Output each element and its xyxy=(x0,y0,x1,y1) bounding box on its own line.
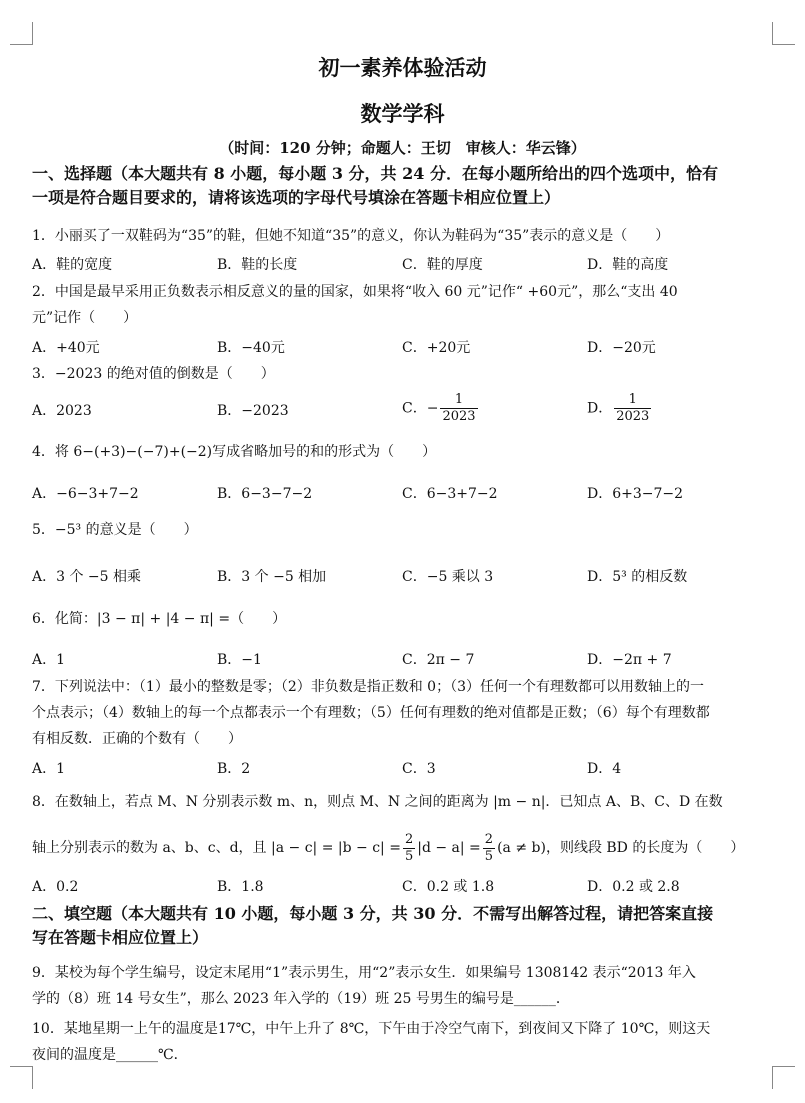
option-c[interactable]: C．+20元 xyxy=(402,340,471,356)
option-a[interactable]: A．3 个 −5 相乘 xyxy=(32,569,142,585)
option-c[interactable]: C．0.2 或 1.8 xyxy=(402,879,495,895)
question-10-line2: 夜间的温度是______℃． xyxy=(32,1047,188,1063)
section2-heading-line1: 二、填空题（本大题共有 10 小题，每小题 3 分，共 30 分．不需写出解答过程，请把答案直接 xyxy=(32,904,714,923)
question-9-line2: 学的（8）班 14 号女生”，那么 2023 年入学的（19）班 25 号男生的编号是______． xyxy=(32,991,570,1007)
option-c[interactable]: C．6−3+7−2 xyxy=(402,486,498,502)
option-b[interactable]: B．2 xyxy=(217,761,251,777)
crop-mark-top-left xyxy=(10,22,33,45)
option-a[interactable]: A．0.2 xyxy=(32,879,79,895)
fraction-numerator: 1 xyxy=(440,392,477,409)
crop-mark-bottom-left xyxy=(10,1066,33,1089)
question-8-line2 xyxy=(32,830,771,866)
question-10-line1: 10．某地星期一上午的温度是17℃，中午上升了 8℃，下午由于冷空气南下，到夜间又下降了 10℃，则这天 xyxy=(32,1021,711,1037)
question-3: 3．−2023 的绝对值的倒数是（ ） xyxy=(32,366,275,382)
fraction-denominator: 2023 xyxy=(442,409,476,424)
option-b[interactable]: B．3 个 −5 相加 xyxy=(217,569,327,585)
section2-heading xyxy=(32,902,771,950)
question-8-part-b: |d − a| = xyxy=(417,840,481,856)
question-9 xyxy=(32,960,771,1012)
page-title: 初一素养体验活动 xyxy=(318,55,487,80)
option-d[interactable]: D．鞋的高度 xyxy=(587,257,669,273)
fraction xyxy=(440,392,477,425)
fraction-denominator: 2023 xyxy=(616,409,650,424)
question-1-options xyxy=(32,254,772,274)
question-8-line1: 8．在数轴上，若点 M、N 分别表示数 m、n，则点 M、N 之间的距离为 |m − n|．已知点 A、B、C、D 在数 xyxy=(32,794,723,810)
question-5-options xyxy=(32,566,772,586)
fraction xyxy=(403,832,415,865)
option-b[interactable]: B．−2023 xyxy=(217,403,289,419)
option-a[interactable]: A．+40元 xyxy=(32,340,100,356)
question-1: 1．小丽买了一双鞋码为“35”的鞋，但她不知道“35”的意义，你认为鞋码为“35”表示的意义是（ ） xyxy=(32,228,670,244)
question-3-options xyxy=(32,392,772,434)
option-a[interactable]: A．1 xyxy=(32,761,66,777)
question-2-line1: 2．中国是最早采用正负数表示相反意义的量的国家，如果将“收入 60 元”记作“ +60元”，那么“支出 40 xyxy=(32,284,678,300)
option-c-prefix: C．− xyxy=(402,400,439,417)
question-7-line2: 个点表示；（4）数轴上的每一个点都表示一个有理数；（5）任何有理数的绝对值都是正数；（6）每个有理数都 xyxy=(32,705,710,721)
question-8-part-c: (a ≠ b)，则线段 BD 的长度为（ ） xyxy=(497,840,745,856)
question-7-line1: 7．下列说法中：（1）最小的整数是零；（2）非负数是指正数和 0；（3）任何一个有理数都可以用数轴上的一 xyxy=(32,679,704,695)
subject-title: 数学学科 xyxy=(360,101,445,126)
option-d[interactable]: D．5³ 的相反数 xyxy=(587,569,688,585)
option-d[interactable]: D．−2π + 7 xyxy=(587,652,672,668)
option-a[interactable]: A．−6−3+7−2 xyxy=(32,486,139,502)
section2-heading-line2: 写在答题卡相应位置上） xyxy=(32,928,209,947)
crop-mark-bottom-right xyxy=(772,1066,795,1089)
option-b[interactable]: B．1.8 xyxy=(217,879,264,895)
question-6: 6．化简：|3 − π| + |4 − π| =（ ） xyxy=(32,611,287,627)
option-d[interactable]: D．−20元 xyxy=(587,340,656,356)
question-7 xyxy=(32,674,771,752)
question-5: 5．−5³ 的意义是（ ） xyxy=(32,522,198,538)
option-a[interactable]: A．鞋的宽度 xyxy=(32,257,113,273)
option-a[interactable]: A．2023 xyxy=(32,403,92,419)
fraction xyxy=(614,392,651,425)
section1-heading-line2: 一项是符合题目要求的，请将该选项的字母代号填涂在答题卡相应位置上） xyxy=(32,188,561,207)
section1-heading xyxy=(32,162,771,210)
fraction-denominator: 5 xyxy=(484,848,494,864)
exam-meta: （时间：120 分钟；命题人：王切 审核人：华云锋） xyxy=(219,139,586,157)
question-4: 4．将 6−(+3)−(−7)+(−2)写成省略加号的和的形式为（ ） xyxy=(32,444,437,460)
option-b[interactable]: B．鞋的长度 xyxy=(217,257,298,273)
question-4-options xyxy=(32,483,772,503)
fraction-denominator: 5 xyxy=(404,848,414,864)
fraction-numerator: 1 xyxy=(614,392,651,409)
question-2-options xyxy=(32,337,772,357)
option-a[interactable]: A．1 xyxy=(32,652,66,668)
question-10 xyxy=(32,1016,771,1068)
option-d[interactable] xyxy=(587,392,653,425)
option-d[interactable]: D．4 xyxy=(587,761,622,777)
section1-heading-line1: 一、选择题（本大题共有 8 小题，每小题 3 分，共 24 分．在每小题所给出的四个选项中，恰有 xyxy=(32,164,718,183)
question-7-options xyxy=(32,758,772,778)
option-d-prefix: D． xyxy=(587,400,613,417)
question-8-options xyxy=(32,876,772,896)
option-c[interactable]: C．2π − 7 xyxy=(402,652,475,668)
question-2 xyxy=(32,279,771,331)
option-b[interactable]: B．−1 xyxy=(217,652,262,668)
option-c[interactable]: C．−5 乘以 3 xyxy=(402,569,494,585)
option-c[interactable]: C．3 xyxy=(402,761,436,777)
question-7-line3: 有相反数．正确的个数有（ ） xyxy=(32,731,242,747)
option-c[interactable]: C．鞋的厚度 xyxy=(402,257,483,273)
option-b[interactable]: B．6−3−7−2 xyxy=(217,486,313,502)
question-9-line1: 9．某校为每个学生编号，设定末尾用“1”表示男生，用“2”表示女生．如果编号 1308142 表示“2013 年入 xyxy=(32,965,696,981)
question-8-part-a: 轴上分别表示的数为 a、b、c、d，且 |a − c| = |b − c| = xyxy=(32,840,401,856)
option-c[interactable] xyxy=(402,392,480,425)
option-b[interactable]: B．−40元 xyxy=(217,340,285,356)
fraction xyxy=(483,832,495,865)
fraction-numerator: 2 xyxy=(484,831,494,847)
question-6-options xyxy=(32,649,772,669)
question-2-line2: 元”记作（ ） xyxy=(32,310,138,326)
option-d[interactable]: D．0.2 或 2.8 xyxy=(587,879,680,895)
option-d[interactable]: D．6+3−7−2 xyxy=(587,486,684,502)
fraction-numerator: 2 xyxy=(404,831,414,847)
crop-mark-top-right xyxy=(772,22,795,45)
